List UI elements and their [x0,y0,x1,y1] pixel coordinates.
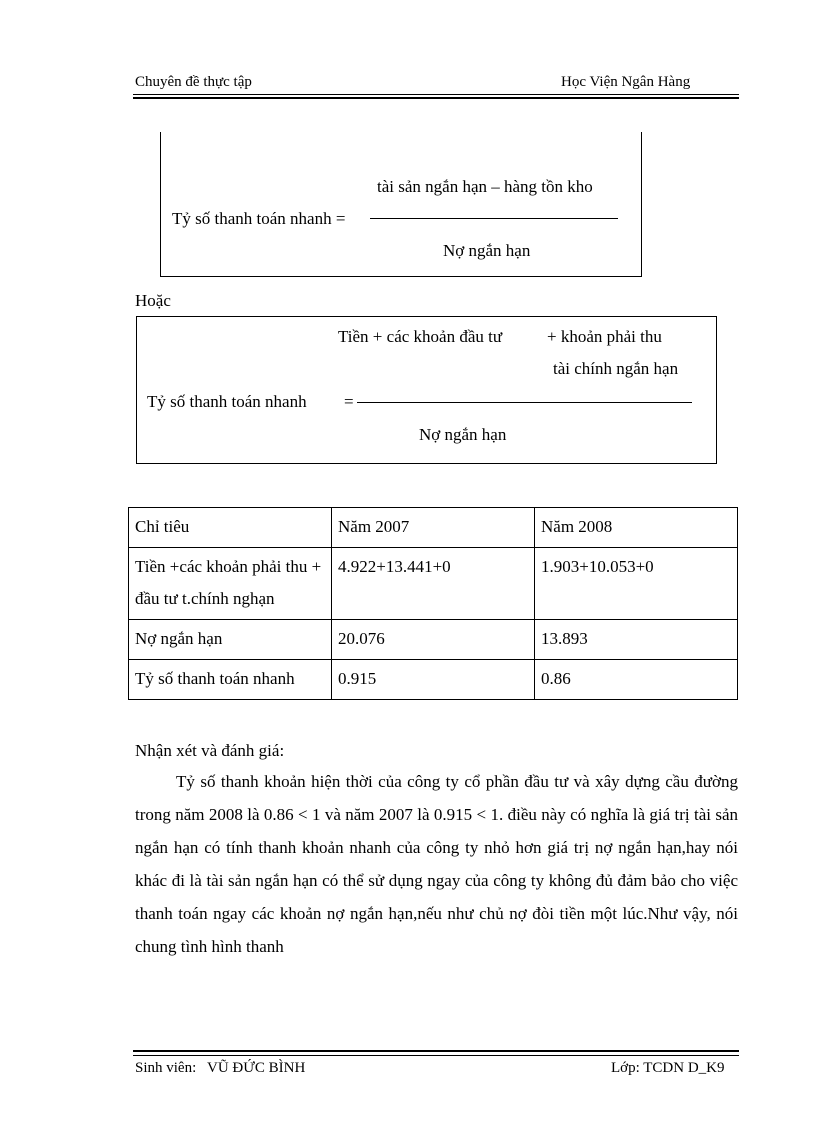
formula1-denominator: Nợ ngắn hạn [443,241,531,260]
table-cell: 13.893 [535,620,738,660]
footer-rule-thin [133,1055,739,1056]
comment-heading: Nhận xét và đánh giá: [135,741,285,760]
table-row [129,548,738,620]
table-header-row [129,508,738,548]
header-left: Chuyên đề thực tập [135,74,252,90]
formula2-numerator-part3: tài chính ngắn hạn [553,359,679,378]
table-header-cell: Chỉ tiêu [129,508,332,548]
formula1-fraction-line [370,218,618,219]
footer-class: Lớp: TCDN D_K9 [611,1060,725,1076]
table-cell: 1.903+10.053+0 [535,548,738,620]
formula2-denominator: Nợ ngắn hạn [419,425,507,444]
formula2-equals: = [344,392,354,411]
table-cell: 0.86 [535,660,738,700]
table-cell: Tỷ số thanh toán nhanh [129,660,332,700]
header-right: Học Viện Ngân Hàng [561,74,691,90]
formula2-label: Tỷ số thanh toán nhanh [147,392,307,411]
header-rule-thin [133,94,739,95]
table-cell: 4.922+13.441+0 [332,548,535,620]
comment-paragraph: Tỷ số thanh khoản hiện thời của công ty cổ phần đầu tư và xây dựng cầu đường trong năm 2008 là 0.86 < 1 và năm 2007 là 0.915 < 1. điều này có nghĩa là giá trị tài sản ngắn hạn có tính thanh khoản nhanh của công ty nhỏ hơn giá trị nợ ngắn hạn,hay nói khác đi là tài sản ngắn hạn có thể sử dụng ngay của công ty không đủ đảm bảo cho việc thanh toán ngay các khoản nợ ngắn hạn,nếu như chủ nợ đòi tiền một lúc.Như vậy, nói chung tình hình thanh [135,772,738,956]
formula1-numerator: tài sản ngắn hạn – hàng tồn kho [377,177,593,196]
footer-rule-thick [133,1050,739,1052]
formula2-fraction-line [357,402,692,403]
or-label: Hoặc [135,291,171,310]
table-header-cell: Năm 2007 [332,508,535,548]
formula1-box [160,132,642,277]
table-row [129,660,738,700]
table-cell: Nợ ngắn hạn [129,620,332,660]
footer-student-label: Sinh viên: [135,1060,197,1076]
table-header-cell: Năm 2008 [535,508,738,548]
formula2-numerator-part1: Tiền + các khoản đầu tư [338,327,503,346]
table-cell: 20.076 [332,620,535,660]
header-rule-thick [133,97,739,99]
table-row [129,620,738,660]
table-cell: 0.915 [332,660,535,700]
footer-student-name: VŨ ĐỨC BÌNH [207,1060,306,1076]
liquidity-table [128,507,738,700]
formula1-label: Tỷ số thanh toán nhanh = [172,209,346,228]
formula2-numerator-part2: + khoản phải thu [547,327,662,346]
table-cell: Tiền +các khoản phải thu + đầu tư t.chính nghạn [129,548,332,620]
